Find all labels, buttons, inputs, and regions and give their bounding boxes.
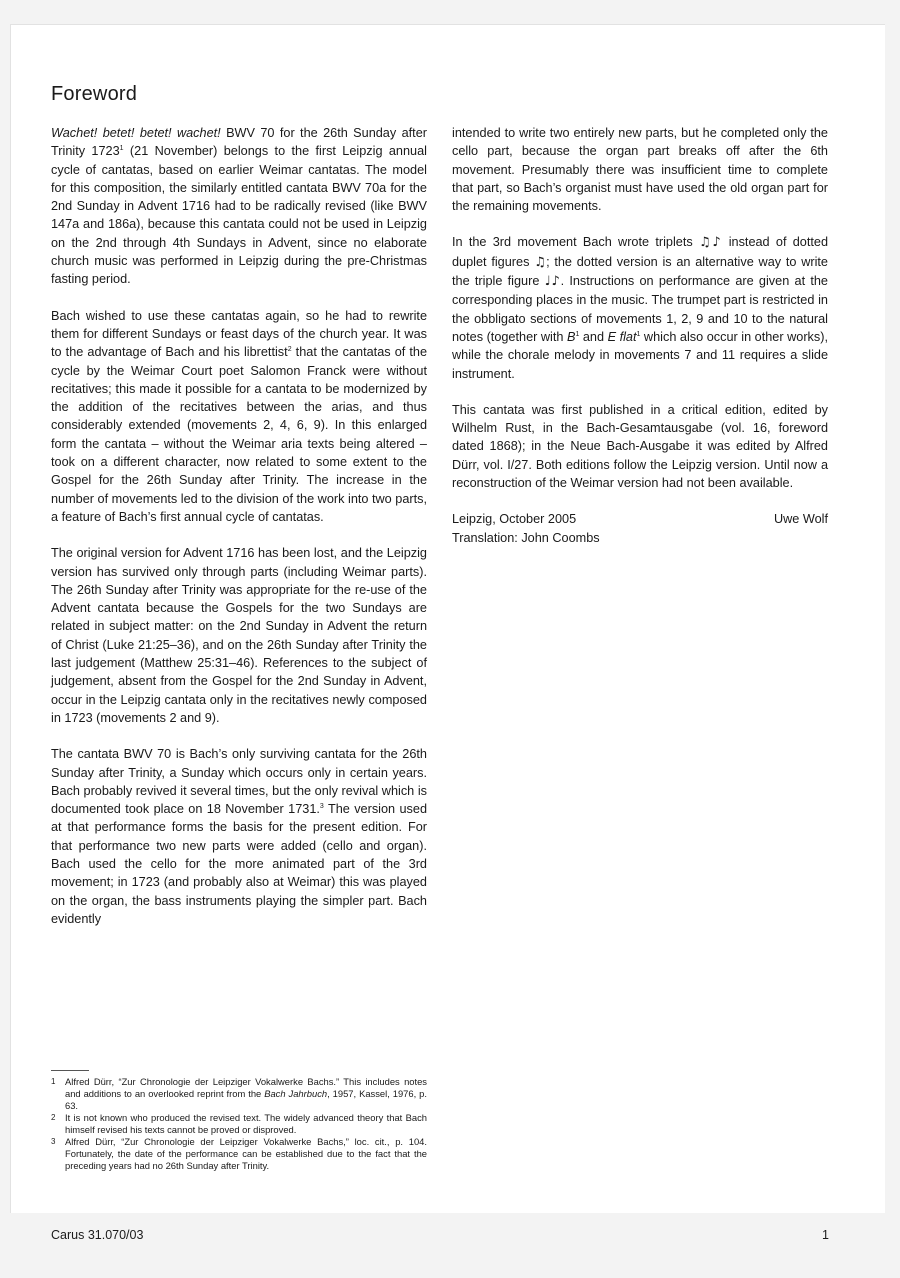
footnote-ref: 3 — [319, 803, 324, 811]
footnote-number: 1 — [51, 1077, 56, 1086]
footnote: 1 Alfred Dürr, “Zur Chronologie der Leipziger Vokalwerke Bachs.” This includes notes and additions to an overlooked reprint from the Bach Jahrbuch, 1957, Kassel, 1976, p. 63. — [51, 1076, 427, 1111]
signature-row — [452, 510, 828, 528]
page-number: 1 — [822, 1228, 829, 1242]
paragraph: In the 3rd movement Bach wrote triplets ♫♪ instead of dotted duplet figures ♫; the dotted version is an alternative way to write the triple figure ♩♪. Instructions on performance are given at the corresponding places in the music. The trumpet part is restricted in the obbligato sections of movements 1, 2, 9 and 10 to the natural notes (together with $B^1$ and E flat$^1$ which also occur in other works), while the chorale melody in movements 7 and 11 requires a slide instrument. — [452, 235, 829, 381]
footnote-number: 2 — [51, 1113, 56, 1122]
triple-figure-notes-icon: ♩♪ — [544, 274, 561, 290]
paragraph: intended to write two entirely new parts, but he completed only the cello part, because the organ part breaks off after the 6th movement. Presumably there was insufficient time to complete that part, so Bach’s organist must have used the old organ part for the remaining movements. — [452, 126, 828, 214]
translation-credit: Translation: John Coombs — [452, 530, 600, 545]
catalog-number: Carus 31.070/03 — [51, 1228, 144, 1242]
author-name: Uwe Wolf — [773, 512, 828, 527]
right-column — [452, 124, 828, 547]
footnote-number: 3 — [51, 1137, 56, 1146]
paragraph: This cantata was first published in a critical edition, edited by Wilhelm Rust, in the Bach-Gesamtausgabe (vol. 16, foreword dated 1868); in the Neue Bach-Ausgabe it was edited by Alfred Dürr, vol. I/27. Both editions follow the Leipzig version. Until now a reconstruction of the Weimar version had not been available. — [452, 402, 828, 491]
paragraph: The cantata BWV 70 is Bach’s only surviving cantata for the 26th Sunday after Trinity, a Sunday which occurs only in certain years. Bach probably revived it several times, but the only revival which is documented took place on 18 November 1731.$^3$ The version used at that performance forms the basis for the present edition. For that performance two new parts were added (cello and organ). Bach used the cello for the more animated part of the 3rd movement; in 1723 (and probably also at Weimar) this was played on the organ, the bass instruments playing the simpler part. Bach evidently — [51, 747, 428, 926]
footnote: 2 It is not known who produced the revised text. The widely advanced theory that Bach himself revised his texts cannot be proved or disproved. — [51, 1112, 427, 1135]
place-date: Leipzig, October 2005 — [452, 512, 577, 527]
paragraph: The original version for Advent 1716 has been lost, and the Leipzig version has survived only through parts (including Weimar parts). The 26th Sunday after Trinity was appropriate for the re-use of the Advent cantata because the Gospels for the two Sundays are related in subject matter: on the 2nd Sunday in Advent the return of Christ (Luke 21:25–36), and on the 26th Sunday after Trinity the last judgement (Matthew 25:31–46). References to the subject of judgement, absent from the Gospel for the 2nd Sunday in Advent, occur in the Leipzig cantata only in the recitatives newly composed in 1723 (movements 2 and 9). — [51, 546, 427, 725]
footnote-ref: 1 — [119, 145, 124, 153]
footnote-divider — [51, 1070, 89, 1071]
triplet-notes-icon: ♫♪ — [698, 235, 723, 251]
footnotes — [51, 1076, 427, 1172]
left-column — [51, 124, 427, 928]
page-title: Foreword — [51, 83, 138, 105]
paragraph: Bach wished to use these cantatas again, so he had to rewrite them for different Sundays or feast days of the church year. It was to the advantage of Bach and his librettist$^2$ that the cantatas of the cycle by the Weimar Court poet Salomon Franck were without recitatives; this made it possible for a cantata to be modernized by the addition of the recitatives between the arias, and thus considerably extended (movements 2, 4, 6, 9). In this enlarged form the cantata – without the Weimar aria texts being altered – took on a different character, now related to some extent to the Gospel for the 26th Sunday after Trinity. The increase in the number of movements led to the division of the work into two parts, a feature of Bach’s first annual cycle of cantatas. — [51, 308, 427, 524]
footnote-ref: 2 — [287, 346, 292, 354]
footnote: 3 Alfred Dürr, “Zur Chronologie der Leipziger Vokalwerke Bachs,” loc. cit., p. 104. Fortunately, the date of the performance can be established due to the fact that the preceding years had no 26th Sunday after Trinity. — [51, 1136, 427, 1171]
dotted-notes-icon: ♫ — [534, 254, 547, 270]
paragraph: Wachet! betet! betet! wachet! BWV 70 for the 26th Sunday after Trinity 1723$^1$ (21 November) belongs to the first Leipzig annual cycle of cantatas, based on earlier Weimar cantatas. The model for this composition, the similarly entitled cantata BWV 70a for the 2nd Sunday in Advent 1716 had to be radically revised (like BWV 147a and 186a), because this cantata could not be used in Leipzig on the 2nd through 4th Sundays in Advent, since no elaborate church music was performed in Leipzig during the pre-Christmas fasting period. — [51, 126, 427, 287]
